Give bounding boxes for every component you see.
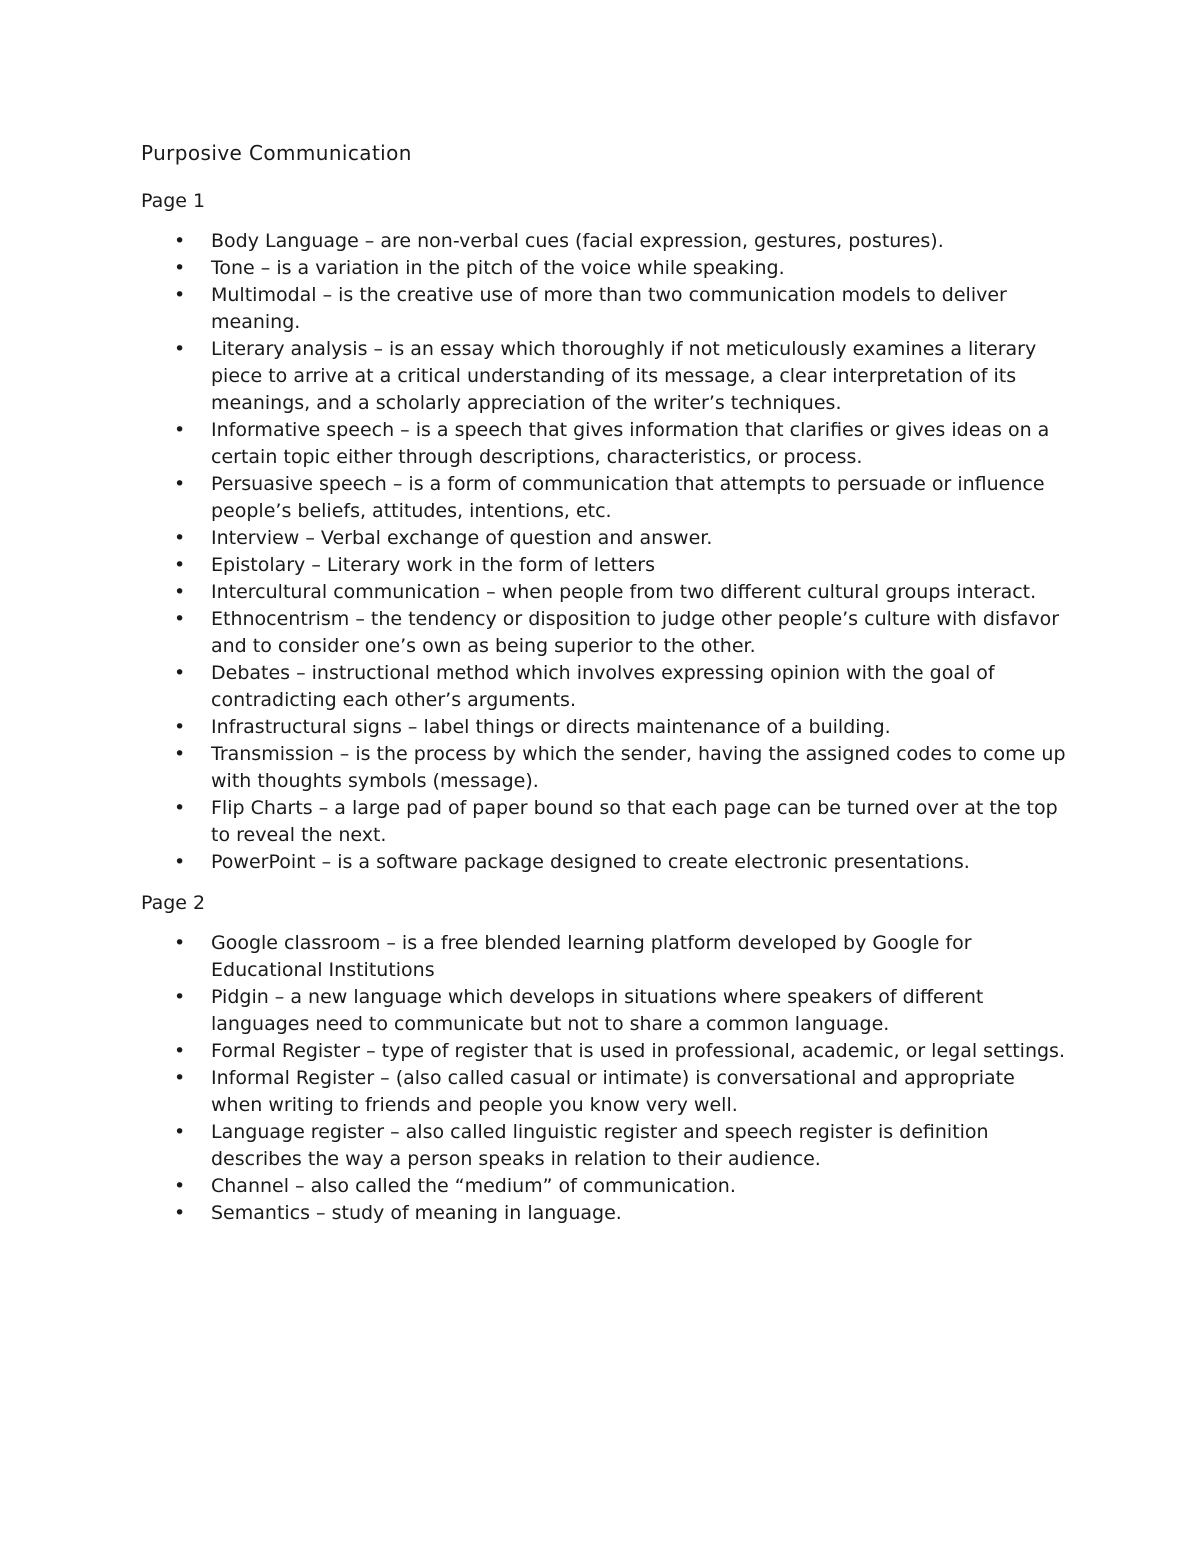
bullet-icon: • [174,257,186,279]
list-item-text: Interview – Verbal exchange of question and answer. [211,527,713,549]
term-list [141,228,1071,876]
list-item-text: Epistolary – Literary work in the form of letters [211,554,655,576]
list-item [141,579,1071,606]
list-item [141,1119,1071,1173]
list-item [141,552,1071,579]
list-item-text: Infrastructural signs – label things or directs maintenance of a building. [211,716,891,738]
list-item-text: Literary analysis – is an essay which thoroughly if not meticulously examines a literary piece to arrive at a critical understanding of its message, a clear interpretation of its meanings, and a scholarly appreciation of the writer’s techniques. [211,338,1037,414]
term-list [141,930,1071,1227]
list-item [141,714,1071,741]
list-item [141,741,1071,795]
bullet-icon: • [174,851,186,873]
bullet-icon: • [174,1175,186,1197]
list-item-text: Intercultural communication – when people from two different cultural groups interact. [211,581,1037,603]
list-item [141,795,1071,849]
bullet-icon: • [174,662,186,684]
bullet-icon: • [174,284,186,306]
list-item-text: Informal Register – (also called casual or intimate) is conversational and appropriate when writing to friends and people you know very well. [211,1067,1015,1116]
list-item-text: Informative speech – is a speech that gives information that clarifies or gives ideas on a certain topic either through descriptions, characteristics, or process. [211,419,1050,468]
bullet-icon: • [174,743,186,765]
bullet-icon: • [174,608,186,630]
bullet-icon: • [174,230,186,252]
list-item-text: Formal Register – type of register that is used in professional, academic, or legal settings. [211,1040,1065,1062]
list-item [141,660,1071,714]
list-item [141,1173,1071,1200]
list-item-text: Persuasive speech – is a form of communication that attempts to persuade or influence people’s beliefs, attitudes, intentions, etc. [211,473,1045,522]
list-item [141,228,1071,255]
bullet-icon: • [174,527,186,549]
section-heading: Page 1 [141,190,206,212]
bullet-icon: • [174,419,186,441]
document-page [141,138,1071,1241]
list-item-text: Debates – instructional method which involves expressing opinion with the goal of contradicting each other’s arguments. [211,662,995,711]
list-item-text: Flip Charts – a large pad of paper bound so that each page can be turned over at the top to reveal the next. [211,797,1058,846]
bullet-icon: • [174,338,186,360]
bullet-icon: • [174,1040,186,1062]
document-title: Purposive Communication [141,141,412,165]
list-item-text: Language register – also called linguistic register and speech register is definition describes the way a person speaks in relation to their audience. [211,1121,989,1170]
list-item [141,930,1071,984]
list-item-text: Google classroom – is a free blended learning platform developed by Google for Educational Institutions [211,932,972,981]
list-item [141,1200,1071,1227]
section-heading: Page 2 [141,892,206,914]
list-item [141,984,1071,1038]
bullet-icon: • [174,1202,186,1224]
bullet-icon: • [174,581,186,603]
list-item-text: Channel – also called the “medium” of communication. [211,1175,736,1197]
list-item [141,849,1071,876]
list-item [141,336,1071,417]
list-item-text: Transmission – is the process by which the sender, having the assigned codes to come up with thoughts symbols (message). [211,743,1066,792]
list-item [141,471,1071,525]
list-item [141,255,1071,282]
list-item [141,1038,1071,1065]
bullet-icon: • [174,473,186,495]
list-item [141,606,1071,660]
list-item-text: Tone – is a variation in the pitch of the voice while speaking. [211,257,785,279]
list-item-text: Multimodal – is the creative use of more than two communication models to deliver meaning. [211,284,1007,333]
list-item [141,1065,1071,1119]
list-item-text: PowerPoint – is a software package designed to create electronic presentations. [211,851,970,873]
list-item [141,525,1071,552]
bullet-icon: • [174,1067,186,1089]
bullet-icon: • [174,932,186,954]
list-item-text: Semantics – study of meaning in language. [211,1202,622,1224]
bullet-icon: • [174,986,186,1008]
list-item [141,417,1071,471]
list-item-text: Body Language – are non-verbal cues (facial expression, gestures, postures). [211,230,944,252]
bullet-icon: • [174,1121,186,1143]
section-page-1 [141,188,1071,876]
section-page-2 [141,890,1071,1227]
bullet-icon: • [174,797,186,819]
list-item [141,282,1071,336]
bullet-icon: • [174,716,186,738]
bullet-icon: • [174,554,186,576]
list-item-text: Ethnocentrism – the tendency or disposition to judge other people’s culture with disfavor and to consider one’s own as being superior to the other. [211,608,1060,657]
list-item-text: Pidgin – a new language which develops in situations where speakers of different languages need to communicate but not to share a common language. [211,986,984,1035]
